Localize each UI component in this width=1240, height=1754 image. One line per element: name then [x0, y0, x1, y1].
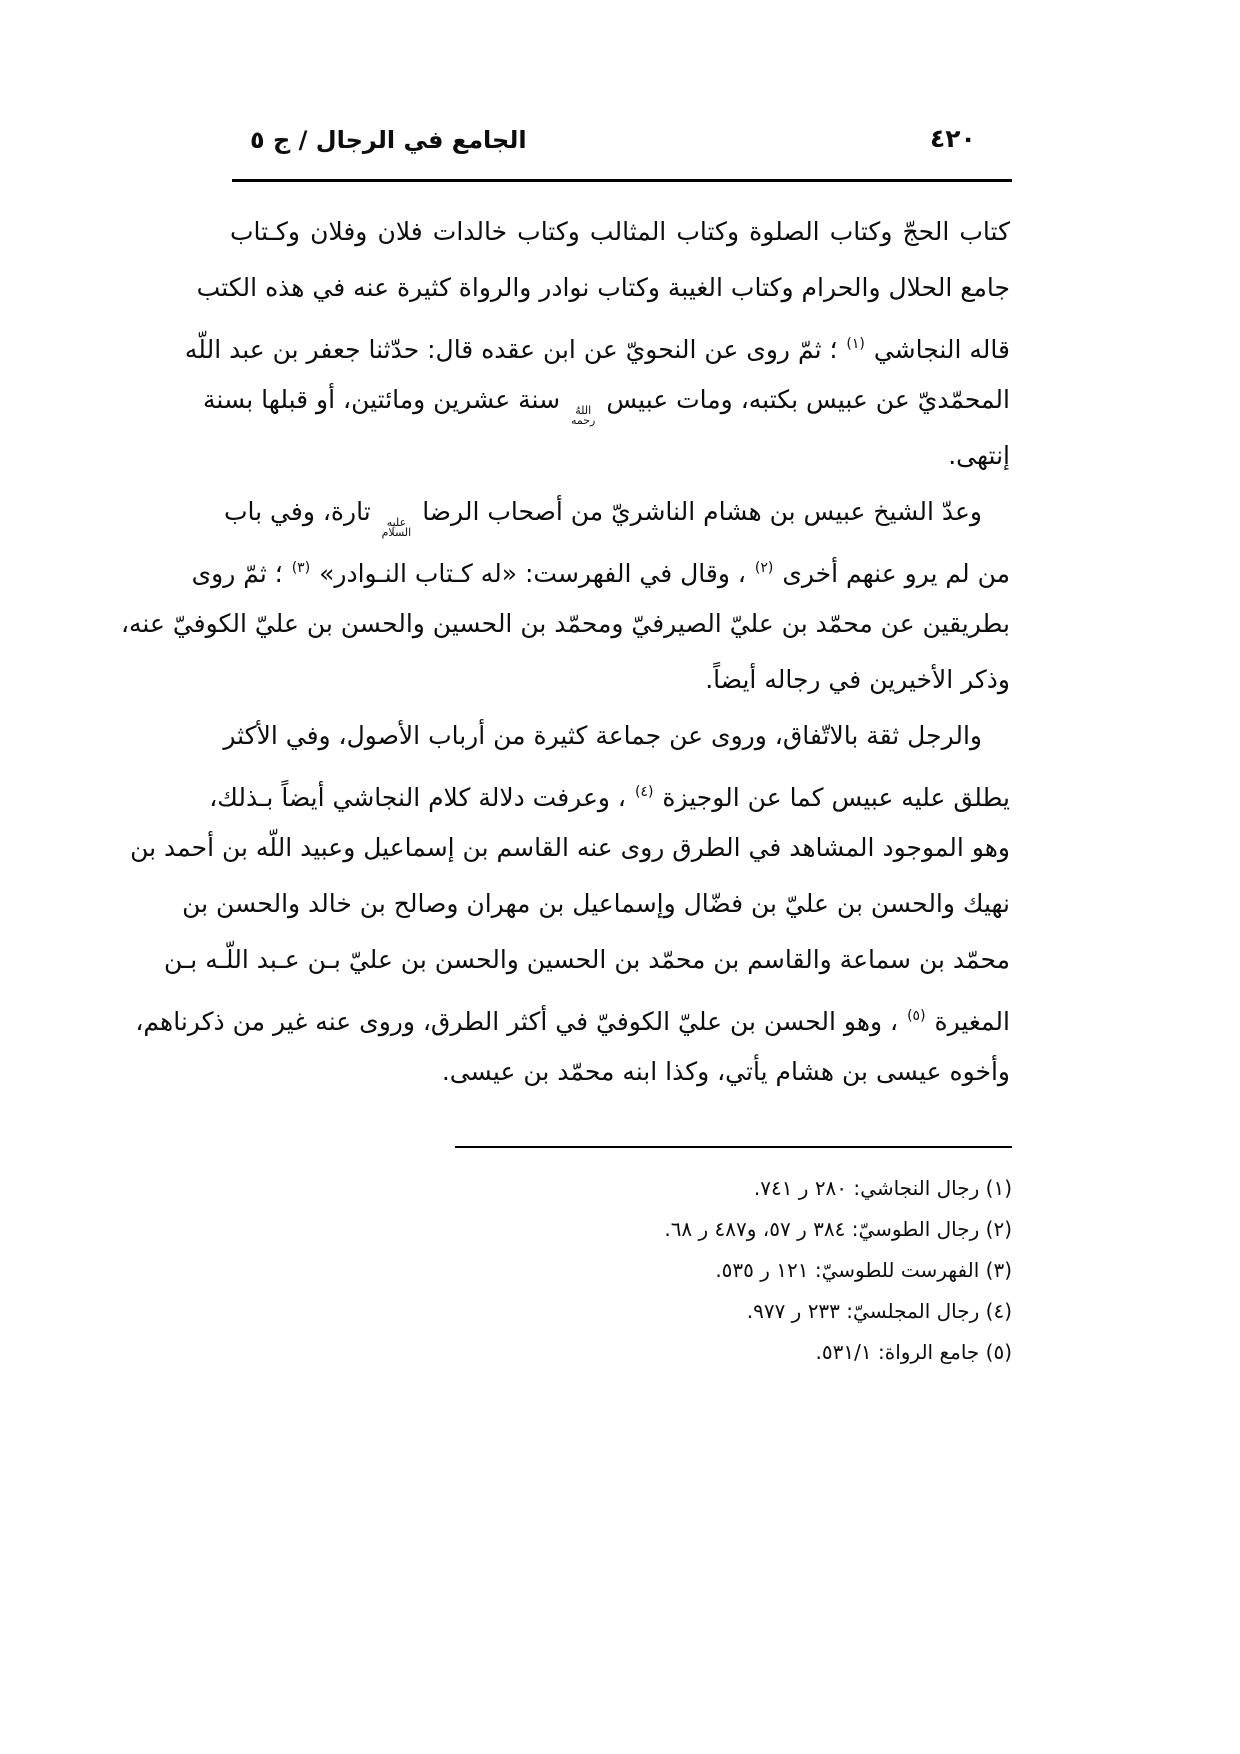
page-title: الجامع في الرجال / ج ٥ [250, 126, 527, 154]
footnote-item: (٢) رجال الطوسيّ: ٣٨٤ ر ٥٧، و٤٨٧ ر ٦٨. [664, 1217, 1012, 1241]
text-line [230, 428, 1010, 484]
footnote-item: (٣) الفهرست للطوسيّ: ١٢١ ر ٥٣٥. [715, 1258, 1012, 1282]
footnote-ref: (٣) [291, 560, 311, 576]
text-run: وذكر الأخيرين في رجاله أيضاً. [705, 665, 1010, 694]
footnote-ref: (٢) [754, 560, 774, 576]
text-run: المغيرة [934, 1007, 1010, 1036]
text-run: ، وهو الحسن بن عليّ الكوفيّ في أكثر الطرق، وروى عنه غير من ذكرناهم، [135, 1007, 899, 1036]
text-run: ؛ ثمّ روى عن النحويّ عن ابن عقده قال: حدّثنا جعفر بن عبد اللّه [184, 335, 838, 364]
text-line [223, 708, 1010, 764]
footnote-item: (٥) جامع الرواة: ٥٣١/١. [815, 1340, 1012, 1364]
text-run: يطلق عليه عبيس كما عن الوجيزة [662, 783, 1010, 812]
footnote-ref: (١) [846, 336, 865, 352]
text-run: قاله النجاشي [873, 335, 1010, 364]
honorific-rahimahu-allah-icon: اللهُ رحمه [570, 404, 596, 427]
honorific-alayhi-al-salam-icon: عليه السلام [381, 516, 412, 539]
text-line [191, 540, 1010, 596]
text-line [203, 372, 1010, 428]
footnote-separator [455, 1146, 1012, 1148]
text-run: من لم يرو عنهم أخرى [782, 559, 1010, 588]
text-run: ، وعرفت دلالة كلام النجاشي أيضاً بـذلك، [209, 783, 626, 812]
text-line [223, 484, 1010, 540]
text-line [120, 596, 1010, 652]
text-run: بطريقين عن محمّد بن عليّ الصيرفيّ ومحمّد بن الحسين والحسن بن عليّ الكوفيّ عنه، [120, 609, 1010, 638]
text-line [130, 820, 1010, 876]
text-line [182, 876, 1010, 932]
text-run: وعدّ الشيخ عبيس بن هشام الناشريّ من أصحاب الرضا [422, 497, 982, 526]
text-line [184, 316, 1010, 372]
text-run: ، وقال في الفهرست: «له كـتاب النـوادر» [319, 559, 746, 588]
text-run: سنة عشرين ومائتين، أو قبلها بسنة [203, 385, 561, 414]
footnote-item: (١) رجال النجاشي: ٢٨٠ ر ٧٤١. [753, 1176, 1012, 1200]
text-line [230, 204, 1010, 260]
text-run: ؛ ثمّ روى [191, 559, 283, 588]
text-run: محمّد بن سماعة والقاسم بن محمّد بن الحسين والحسن بن عليّ بـن عـبد اللّـه بـن [163, 945, 1010, 974]
footnotes [350, 1168, 1012, 1373]
text-run: والرجل ثقة بالاتّفاق، وروى عن جماعة كثيرة من أرباب الأصول، وفي الأكثر [223, 721, 982, 750]
text-line [230, 652, 1010, 708]
text-run: كتاب الحجّ وكتاب الصلوة وكتاب المثالب وكتاب خالدات فلان وفلان وكـتاب [230, 217, 1010, 246]
text-line [230, 1044, 1010, 1100]
footnote-ref: (٤) [634, 784, 654, 800]
text-line [163, 932, 1010, 988]
text-line [209, 764, 1010, 820]
footnote-ref: (٥) [907, 1008, 926, 1024]
page-number: ٤٢٠ [930, 124, 976, 153]
text-run: وأخوه عيسى بن هشام يأتي، وكذا ابنه محمّد بن عيسى. [441, 1057, 1010, 1086]
text-run: نهيك والحسن بن عليّ بن فضّال وإسماعيل بن مهران وصالح بن خالد والحسن بن [182, 889, 1010, 918]
text-line [135, 988, 1010, 1044]
text-run: المحمّديّ عن عبيس بكتبه، ومات عبيس [606, 385, 1010, 414]
body-text [120, 204, 1010, 1100]
footnote-item: (٤) رجال المجلسيّ: ٢٣٣ ر ٩٧٧. [746, 1299, 1012, 1323]
header-rule [232, 179, 1012, 182]
text-run: تارة، وفي باب [223, 497, 371, 526]
text-run: إنتهى. [948, 441, 1010, 470]
text-run: وهو الموجود المشاهد في الطرق روى عنه القاسم بن إسماعيل وعبيد اللّه بن أحمد بن [130, 833, 1010, 862]
text-run: جامع الحلال والحرام وكتاب الغيبة وكتاب نوادر والرواة كثيرة عنه في هذه الكتب [196, 273, 1010, 302]
text-line [196, 260, 1010, 316]
